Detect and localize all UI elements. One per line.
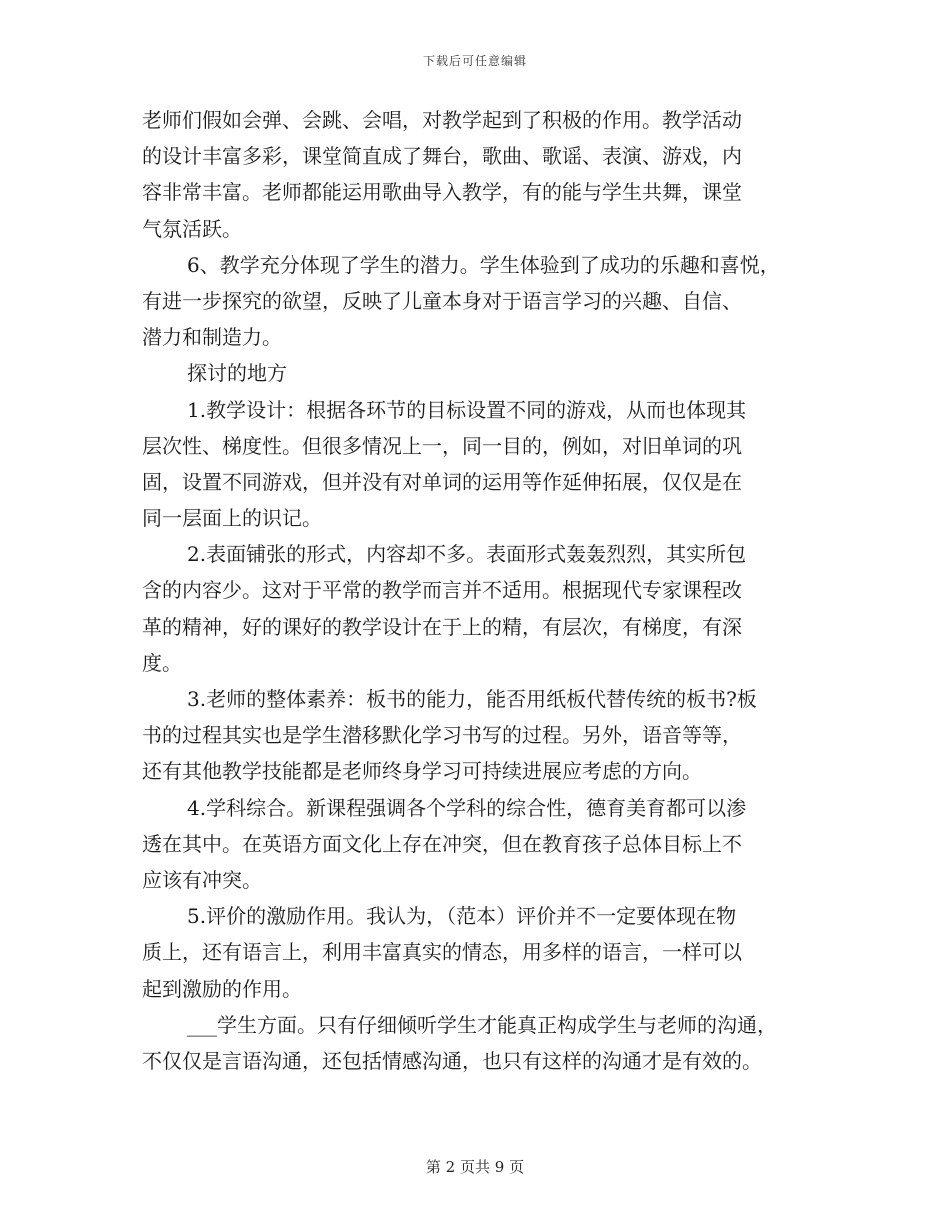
text-line: 起到激励的作用。 (142, 976, 302, 1001)
text-line: 还有其他教学技能都是老师终身学习可持续进展应考虑的方向。 (142, 759, 702, 784)
text-line: 容非常丰富。老师都能运用歌曲导入教学，有的能与学生共舞，课堂 (142, 180, 742, 205)
text-line: 1.教学设计：根据各环节的目标设置不同的游戏，从而也体现其 (187, 397, 747, 422)
text-line: 的设计丰富多彩，课堂简直成了舞台，歌曲、歌谣、表演、游戏，内 (142, 144, 742, 169)
text-line: 2.表面铺张的形式，内容却不多。表面形式轰轰烈烈，其实所包 (187, 542, 747, 567)
text-line: 不仅仅是言语沟通，还包括情感沟通，也只有这样的沟通才是有效的。 (142, 1048, 762, 1073)
page-header: 下载后可任意编辑 (422, 54, 527, 68)
text-line: 探讨的地方 (187, 361, 287, 386)
text-line: 气氛活跃。 (142, 216, 242, 241)
text-line: 同一层面上的识记。 (142, 506, 322, 531)
text-line: ___学生方面。只有仔细倾听学生才能真正构成学生与老师的沟通， (187, 1012, 777, 1037)
text-line: 质上，还有语言上，利用丰富真实的情态，用多样的语言，一样可以 (142, 940, 742, 965)
page-number: 第 2 页共 9 页 (425, 1158, 525, 1176)
text-line: 3.老师的整体素养：板书的能力，能否用纸板代替传统的板书?板 (187, 687, 757, 711)
text-line: 潜力和制造力。 (142, 325, 282, 350)
text-line: 有进一步探究的欲望，反映了儿童本身对于语言学习的兴趣、自信、 (142, 288, 742, 313)
text-line: 5.评价的激励作用。我认为，（范本）评价并不一定要体现在物 (187, 904, 737, 929)
text-line: 含的内容少。这对于平常的教学而言并不适用。根据现代专家课程改 (142, 578, 742, 603)
text-line: 老师们假如会弹、会跳、会唱，对教学起到了积极的作用。教学活动 (142, 108, 742, 132)
text-line: 固，设置不同游戏，但并没有对单词的运用等作延伸拓展，仅仅是在 (142, 469, 742, 494)
text-line: 革的精神，好的课好的教学设计在于上的精，有层次，有梯度，有深 (142, 614, 742, 639)
text-line: 层次性、梯度性。但很多情况上一，同一目的，例如，对旧单词的巩 (142, 433, 742, 458)
text-line: 4.学科综合。新课程强调各个学科的综合性，德育美育都可以渗 (187, 795, 747, 820)
text-line: 6、教学充分体现了学生的潜力。学生体验到了成功的乐趣和喜悦， (187, 252, 780, 277)
text-line: 度。 (142, 650, 182, 675)
text-line: 透在其中。在英语方面文化上存在冲突，但在教育孩子总体目标上不 (142, 831, 742, 856)
text-line: 应该有冲突。 (142, 867, 262, 892)
text-line: 书的过程其实也是学生潜移默化学习书写的过程。另外，语音等等， (142, 723, 742, 748)
document-body (142, 102, 832, 1079)
